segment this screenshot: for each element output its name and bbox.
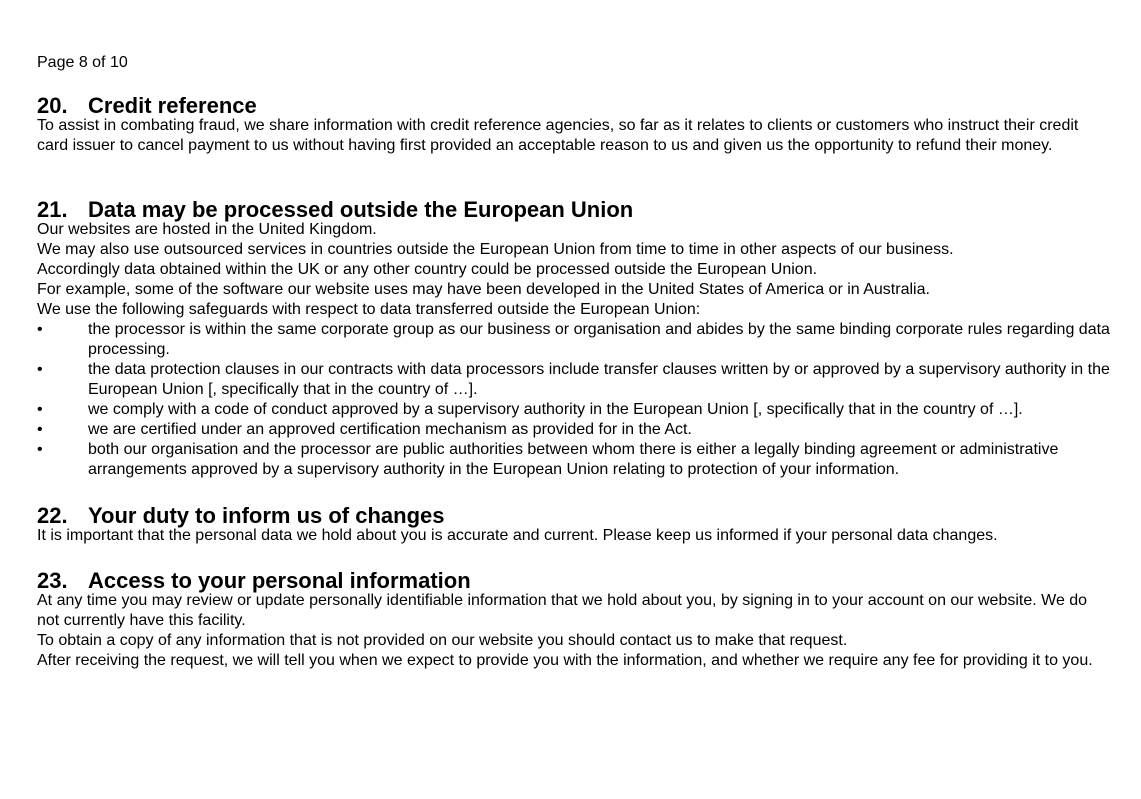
paragraph: We may also use outsourced services in countries outside the European Union from time to time in other aspects of our business. [37, 241, 954, 258]
list-item-text: the processor is within the same corporate group as our business or organisation and abides by the same binding corporate rules regarding data processing. [88, 321, 1110, 358]
bullet-icon: • [37, 421, 43, 438]
page-number: Page 8 of 10 [37, 54, 128, 71]
section-title: Your duty to inform us of changes [88, 503, 445, 528]
section-number: 20. [37, 93, 68, 118]
list-item [37, 400, 1112, 420]
section-duty-to-inform [37, 503, 1112, 546]
paragraph: At any time you may review or update personally identifiable information that we hold about you, by signing in to your account on our website. We do not currently have this facility. [37, 592, 1088, 629]
section-title: Credit reference [88, 93, 257, 118]
bullet-icon: • [37, 361, 43, 378]
bullet-icon: • [37, 321, 43, 338]
paragraph: After receiving the request, we will tell you when we expect to provide you with the information, and whether we require any fee for providing it to you. [37, 652, 1093, 669]
bullet-icon: • [37, 401, 43, 418]
paragraph: We use the following safeguards with respect to data transferred outside the European Union: [37, 301, 701, 318]
paragraph: To assist in combating fraud, we share information with credit reference agencies, so far as it relates to clients or customers who instruct their credit card issuer to cancel payment to us without having first provided an acceptable reason to us and given us the opportunity to refund their money. [37, 117, 1079, 154]
section-number: 23. [37, 568, 68, 593]
list-item-text: we comply with a code of conduct approved by a supervisory authority in the European Union [, specifically that in the country of …]. [88, 401, 1023, 418]
section-number: 22. [37, 503, 68, 528]
list-item-text: we are certified under an approved certification mechanism as provided for in the Act. [88, 421, 692, 438]
paragraph: Accordingly data obtained within the UK or any other country could be processed outside the European Union. [37, 261, 818, 278]
paragraph: To obtain a copy of any information that is not provided on our website you should contact us to make that request. [37, 632, 848, 649]
section-data-outside-eu [37, 197, 1112, 480]
safeguards-list [37, 320, 1112, 480]
section-title: Data may be processed outside the European Union [88, 197, 634, 222]
section-access-personal-info [37, 568, 1112, 671]
paragraph: It is important that the personal data we hold about you is accurate and current. Please keep us informed if your personal data changes. [37, 527, 998, 544]
bullet-icon: • [37, 441, 43, 458]
list-item-text: both our organisation and the processor are public authorities between whom there is either a legally binding agreement or administrative arrangements approved by a supervisory authority in the European Union relating to protection of your information. [88, 441, 1059, 478]
paragraph: For example, some of the software our website uses may have been developed in the United States of America or in Australia. [37, 281, 930, 298]
list-item [37, 320, 1112, 360]
list-item-text: the data protection clauses in our contracts with data processors include transfer clauses written by or approved by a supervisory authority in the European Union [, specifically that in the country of …]. [88, 361, 1110, 398]
list-item [37, 360, 1112, 400]
paragraph: Our websites are hosted in the United Kingdom. [37, 221, 377, 238]
list-item [37, 440, 1112, 480]
section-credit-reference [37, 93, 1112, 156]
list-item [37, 420, 1112, 440]
section-title: Access to your personal information [88, 568, 471, 593]
section-number: 21. [37, 197, 68, 222]
